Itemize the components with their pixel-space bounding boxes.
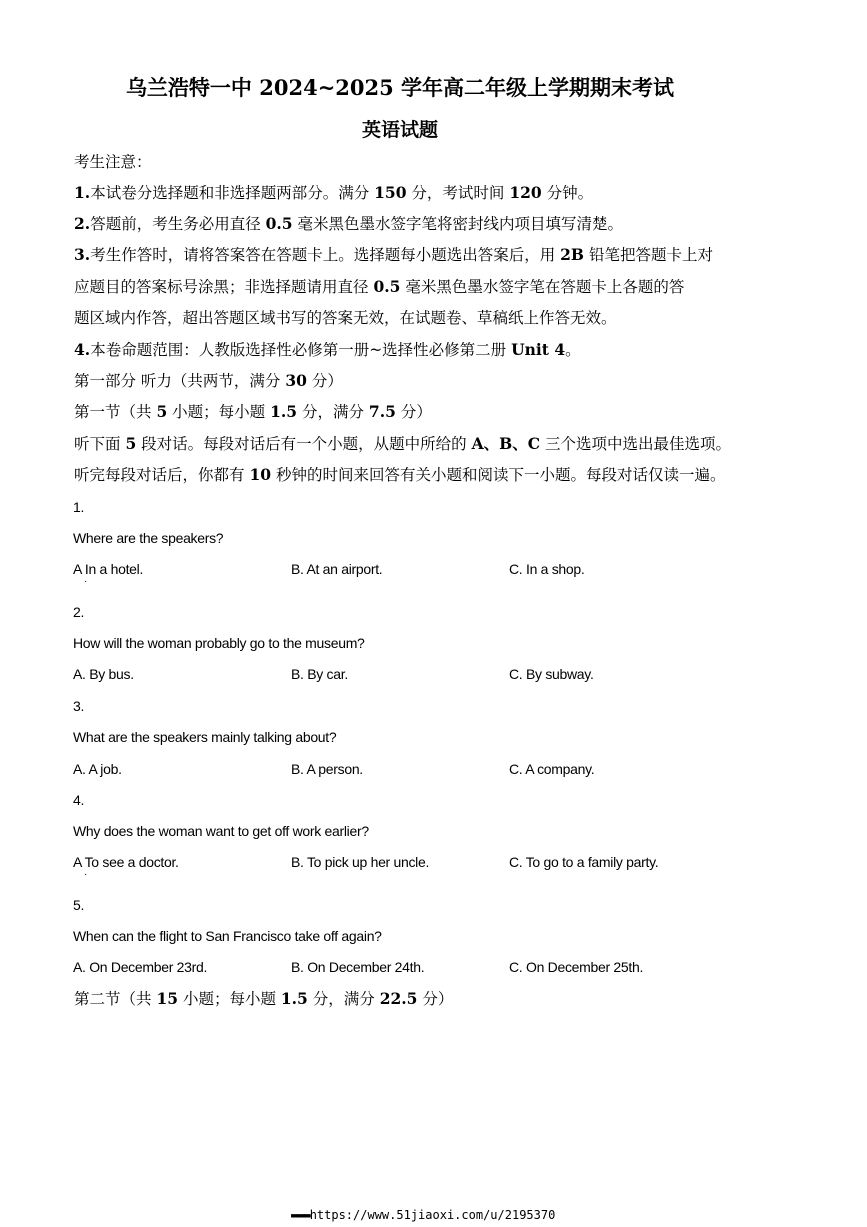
- title-term: 学年高二年级上学期期末考试: [393, 75, 675, 100]
- section-1-heading: 第一节（共 5 小题；每小题 1.5 分，满分 7.5 分）: [74, 402, 432, 421]
- option-c: C. In a shop.: [509, 561, 585, 577]
- watermark-logo-mark: ▬▬▬: [291, 1208, 310, 1222]
- notice-item-1: 1.本试卷分选择题和非选择题两部分。满分 150 分，考试时间 120 分钟。: [74, 183, 594, 202]
- question-text: What are the speakers mainly talking about?: [73, 729, 337, 745]
- question-number: 5.: [73, 897, 85, 913]
- notice-item-3: 3.考生作答时，请将答案答在答题卡上。选择题每小题选出答案后，用 2B 铅笔把答题卡上对: [74, 245, 713, 264]
- option-b: B. By car.: [291, 666, 348, 682]
- option-c: C. To go to a family party.: [509, 854, 659, 870]
- question-number: 3.: [73, 698, 85, 714]
- option-b: B. A person.: [291, 761, 363, 777]
- option-b: B. At an airport.: [291, 561, 383, 577]
- section-2-heading: 第二节（共 15 小题；每小题 1.5 分，满分 22.5 分）: [74, 989, 454, 1008]
- dot-mark: ·: [84, 869, 88, 880]
- option-a: A. By bus.: [73, 666, 134, 682]
- option-a: A In a hotel.: [73, 561, 144, 577]
- title-years: 2024~2025: [259, 75, 394, 100]
- question-text: Why does the woman want to get off work earlier?: [73, 823, 369, 839]
- section-1-instructions-2: 听完每段对话后，你都有 10 秒钟的时间来回答有关小题和阅读下一小题。每段对话仅读一遍。: [74, 465, 726, 484]
- option-c: C. A company.: [509, 761, 595, 777]
- part-1-heading: 第一部分 听力（共两节，满分 30 分）: [74, 371, 343, 390]
- option-c: C. On December 25th.: [509, 959, 644, 975]
- question-number: 4.: [73, 792, 85, 808]
- option-b: B. On December 24th.: [291, 959, 425, 975]
- section-1-instructions-1: 听下面 5 段对话。每段对话后有一个小题，从题中所给的 A、B、C 三个选项中选出最佳选项。: [74, 434, 731, 453]
- option-a: A. A job.: [73, 761, 122, 777]
- exam-title: [0, 72, 800, 102]
- option-b: B. To pick up her uncle.: [291, 854, 430, 870]
- notice-item-3-line-2: 应题目的答案标号涂黑；非选择题请用直径 0.5 毫米黑色墨水签字笔在答题卡上各题的答: [74, 277, 685, 296]
- title-school: 乌兰浩特一中: [125, 75, 260, 100]
- option-a: A To see a doctor.: [73, 854, 179, 870]
- option-c: C. By subway.: [509, 666, 594, 682]
- question-number: 2.: [73, 604, 85, 620]
- question-text: Where are the speakers?: [73, 530, 224, 546]
- question-number: 1.: [73, 499, 85, 515]
- exam-subtitle: 英语试题: [361, 119, 438, 141]
- question-text: How will the woman probably go to the museum?: [73, 635, 365, 651]
- notice-item-3-line-3: 题区域内作答，超出答题区域书写的答案无效，在试题卷、草稿纸上作答无效。: [74, 309, 617, 327]
- footer-url[interactable]: https://www.51jiaoxi.com/u/2195370: [309, 1208, 556, 1222]
- notice-item-2: 2.答题前，考生务必用直径 0.5 毫米黑色墨水签字笔将密封线内项目填写清楚。: [74, 214, 624, 233]
- dot-mark: ·: [84, 576, 88, 587]
- notice-label: 考生注意：: [74, 153, 152, 171]
- question-text: When can the flight to San Francisco take off again?: [73, 928, 382, 944]
- notice-item-4: 4.本卷命题范围：人教版选择性必修第一册~选择性必修第二册 Unit 4。: [74, 340, 581, 359]
- option-a: A. On December 23rd.: [73, 959, 208, 975]
- footer-watermark: [291, 1208, 555, 1222]
